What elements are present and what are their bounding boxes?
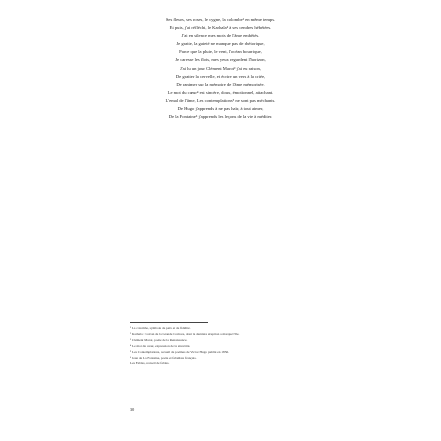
footnote: Les Fables, recueil de fables. (130, 361, 170, 366)
poem-stanza (40, 16, 401, 121)
footnotes (130, 326, 312, 367)
footnote: ³ Clément Marot, poète de la Renaissance. (130, 337, 188, 342)
page-number: 30 (130, 407, 135, 412)
poem-line: De ranimer sur la mémoire de l'âme mémorisée. (176, 81, 265, 87)
footnote-separator (130, 322, 208, 323)
poem-line: De Hugo j'apprends à ne pas haïr, à tout aimer, (177, 106, 264, 112)
poem-line: J'ai lu un jour Clément Marot³ j'ai eu raison, (180, 65, 261, 71)
footnote: ⁵ Les Contemplations, recueil de poèmes de Victor Hugo publié en 1856. (130, 349, 229, 354)
poem-line: Parce que la pluie, le vent, l'océan bourrique, (179, 49, 262, 55)
footnote: ⁴ Le mot du cœur, expression de la sincérité. (130, 343, 191, 348)
poem-line: Le mot du cœur⁴ est sincère, doux, émotionnel, attachant. (167, 89, 274, 95)
poem-line: Je gratte, la gaieté ne manque pas de rhétorique, (176, 41, 265, 47)
poem-line: J'ai en silence mes mots de l'âme embêtés. (181, 33, 260, 39)
footnote: ² Karhala : volcan de la Grande Comore, dont la dernière éruption a marqué l'île. (130, 331, 240, 336)
poem-line: Et puis, j'ai réfléchi, le Karhala² à ses cendres hébétées. (169, 25, 272, 31)
footnote: ⁶ Jean de La Fontaine, poète et fabuliste français. (130, 355, 197, 360)
poem-line: De gratter la cervelle, et écrire un vers à la criée, (175, 73, 266, 79)
footnote: ¹ La colombe, symbole de paix et de fidélité. (130, 326, 191, 330)
poem-line: Ses fleurs, ses roses, le cygne, la colombe¹ en même temps. (165, 17, 276, 22)
poem-line: De la Fontaine⁶ j'apprends les leçons de la vie à méditer. (168, 114, 273, 120)
poem-line: L'emal de l'âme, Les contemplations⁵ ne sont pas méchants. (165, 97, 276, 103)
poem-line: Je caresse les flots, mes yeux regardent l'horizon, (175, 57, 266, 63)
